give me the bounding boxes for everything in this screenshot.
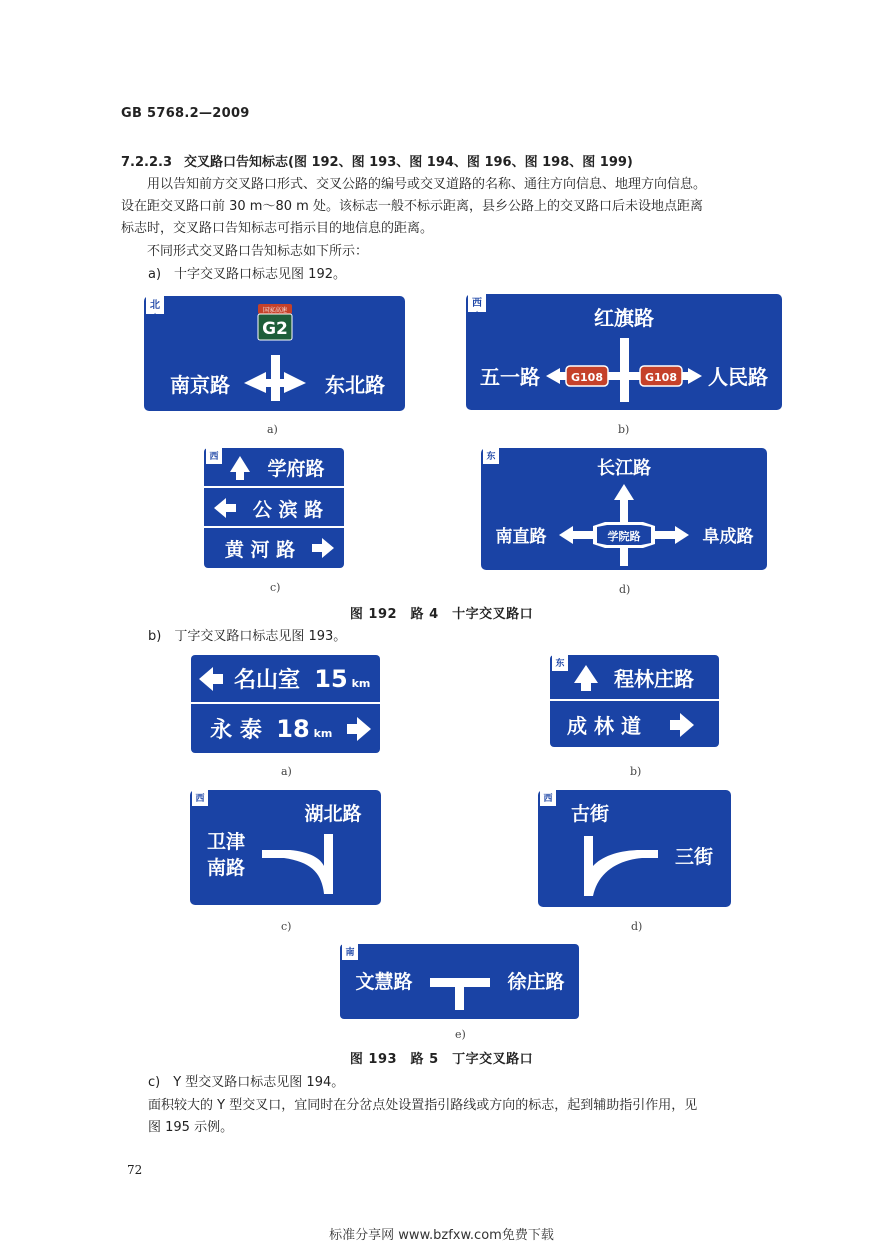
paragraph-line: 标志时，交叉路口告知标志可指示目的地信息的距离。 [121, 221, 434, 236]
road-name-left-line2: 南路 [206, 857, 246, 879]
destination-2-distance: 18 [276, 715, 310, 743]
road-name-left: 五一路 [480, 365, 540, 389]
subfigure-label: b) [618, 423, 630, 436]
sign-row-1: 程林庄路 [614, 667, 694, 691]
road-name-top: 古街 [570, 803, 610, 825]
road-name-right: 阜成路 [702, 527, 754, 547]
road-name-right: 人民路 [708, 365, 768, 389]
sign-193b [546, 651, 723, 751]
road-name-right: 徐庄路 [507, 971, 565, 993]
page-number: 72 [127, 1163, 143, 1177]
paragraph-line: 用以告知前方交叉路口形式、交叉公路的编号或交叉道路的名称、通往方向信息、地理方向信息。 [147, 177, 707, 192]
direction-label: 西 [195, 794, 205, 804]
direction-label: 北 [150, 300, 160, 311]
road-name-right: 东北路 [325, 373, 385, 397]
subfigure-label: d) [619, 583, 631, 596]
subfigure-label: b) [630, 765, 642, 778]
sign-row-2: 公 滨 路 [252, 499, 324, 521]
footer-watermark: 标准分享网 www.bzfxw.com免费下载 [329, 1228, 554, 1243]
section-heading [121, 151, 633, 170]
road-name-left: 文慧路 [355, 971, 413, 993]
sign-193e [336, 940, 583, 1023]
direction-label: 东 [486, 452, 496, 462]
destination-1-name: 名山室 [233, 668, 301, 693]
sign-192d [477, 444, 771, 574]
paragraph-line: 不同形式交叉路口告知标志如下所示： [147, 244, 369, 259]
direction-label: 南 [345, 948, 355, 958]
route-shield-number: G2 [262, 319, 288, 339]
figure-caption: 图 192 路 4 十字交叉路口 [349, 607, 534, 622]
destination-1-distance: 15 [314, 665, 348, 693]
list-item: a) 十字交叉路口标志见图 192。 [148, 267, 346, 282]
route-shield-header: 国家高速 [262, 307, 288, 314]
direction-label: 东 [555, 659, 565, 669]
road-name-left: 南京路 [170, 373, 230, 397]
road-name-top: 长江路 [597, 458, 651, 479]
sign-193d [534, 786, 735, 911]
subfigure-label: a) [267, 423, 278, 436]
svg-text:▲: ▲ [475, 310, 479, 316]
sign-row-3: 黄 河 路 [224, 539, 296, 561]
list-item: c) Y 型交叉路口标志见图 194。 [148, 1075, 345, 1090]
sign-row-2: 成 林 道 [567, 714, 641, 738]
subfigure-label: a) [281, 765, 292, 778]
list-item: b) 丁字交叉路口标志见图 193。 [148, 629, 347, 644]
direction-label: 西 [209, 452, 219, 462]
road-name-top: 湖北路 [304, 803, 362, 825]
section-number: 7.2.2.3 [121, 155, 172, 170]
road-name-center: 学院路 [607, 530, 641, 543]
road-name-left-line1: 卫津 [206, 831, 246, 853]
distance-unit: km [351, 677, 371, 690]
route-shield-right: G108 [645, 371, 677, 384]
document-code: GB 5768.2—2009 [121, 106, 250, 121]
subfigure-label: c) [270, 581, 281, 594]
subfigure-label: c) [281, 920, 292, 933]
sign-192c [200, 444, 348, 572]
destination-2-name: 永 泰 [210, 718, 262, 743]
road-name-top: 红旗路 [594, 306, 654, 330]
figure-caption: 图 193 路 5 丁字交叉路口 [349, 1052, 534, 1067]
road-name-left: 南直路 [495, 527, 547, 547]
paragraph-line: 面积较大的 Y 型交叉口，宜同时在分岔点处设置指引路线或方向的标志，起到辅助指引作用，见 [148, 1098, 698, 1113]
direction-label: 西 [472, 298, 482, 309]
route-shield-left: G108 [571, 371, 603, 384]
subfigure-label: d) [631, 920, 643, 933]
paragraph-line: 图 195 示例。 [148, 1120, 234, 1135]
sign-192b [462, 290, 786, 414]
subfigure-label: e) [455, 1028, 466, 1041]
distance-unit: km [313, 727, 333, 740]
sign-193c [186, 786, 385, 909]
sign-193a [187, 651, 384, 757]
sign-192a [140, 292, 409, 415]
road-name-right: 三街 [674, 846, 714, 868]
section-title: 交叉路口告知标志(图 192、图 193、图 194、图 196、图 198、图 199) [184, 155, 633, 170]
direction-label: 西 [543, 794, 553, 804]
svg-text:▲: ▲ [153, 312, 157, 318]
sign-row-1: 学府路 [267, 458, 325, 480]
paragraph-line: 设在距交叉路口前 30 m～80 m 处。该标志一般不标示距离，县乡公路上的交叉路口后未设地点距离 [121, 199, 703, 214]
